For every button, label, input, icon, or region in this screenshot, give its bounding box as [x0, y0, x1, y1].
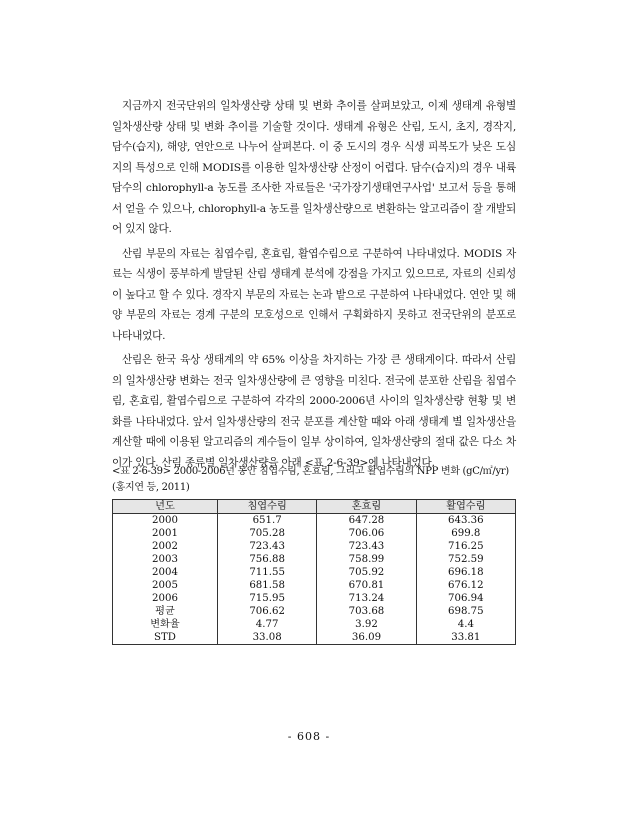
cell-coniferous: 4.77	[217, 618, 316, 631]
cell-year: 2003	[113, 553, 218, 566]
cell-deciduous: 716.25	[416, 540, 515, 553]
cell-coniferous: 756.88	[217, 553, 316, 566]
cell-deciduous: 696.18	[416, 566, 515, 579]
cell-deciduous: 752.59	[416, 553, 515, 566]
cell-year: 2005	[113, 579, 218, 592]
cell-deciduous: 33.81	[416, 631, 515, 645]
cell-coniferous: 706.62	[217, 605, 316, 618]
header-deciduous: 활엽수림	[416, 500, 515, 514]
cell-year: 2006	[113, 592, 218, 605]
cell-coniferous: 651.7	[217, 514, 316, 528]
cell-mixed: 713.24	[317, 592, 416, 605]
table-row	[113, 579, 516, 592]
cell-mixed: 647.28	[317, 514, 416, 528]
cell-year: 평균	[113, 605, 218, 618]
cell-deciduous: 4.4	[416, 618, 515, 631]
cell-mixed: 36.09	[317, 631, 416, 645]
cell-year: 2001	[113, 527, 218, 540]
cell-mixed: 703.68	[317, 605, 416, 618]
cell-year: 2004	[113, 566, 218, 579]
cell-mixed: 723.43	[317, 540, 416, 553]
table-row	[113, 514, 516, 528]
page-number: - 608 -	[287, 730, 331, 743]
table-row	[113, 631, 516, 645]
cell-mixed: 705.92	[317, 566, 416, 579]
cell-coniferous: 715.95	[217, 592, 316, 605]
body-text	[112, 96, 516, 477]
cell-coniferous: 723.43	[217, 540, 316, 553]
table-row	[113, 605, 516, 618]
cell-mixed: 3.92	[317, 618, 416, 631]
table-row	[113, 540, 516, 553]
table-row	[113, 527, 516, 540]
cell-mixed: 758.99	[317, 553, 416, 566]
cell-year: STD	[113, 631, 218, 645]
cell-deciduous: 676.12	[416, 579, 515, 592]
paragraph-ecosystem-types: 지금까지 전국단위의 일차생산량 상태 및 변화 추이를 살펴보았고, 이제 생태계 유형별 일차생산량 상태 및 변화 추이를 기술할 것이다. 생태계 유형은 산림, 도시, 초지, 경작지, 담수(습지), 해양, 연안으로 나누어 살펴본다. 이 중 도시의 경우 식생 피복도가 낮은 도심지의 특성으로 인해 MODIS를 이용한 일차생산량 산정이 어렵다. 담수(습지)의 경우 내륙 담수의 chlorophyll-a 농도를 조사한 자료들은 '국가장기생태연구사업' 보고서 등을 통해서 얻을 수 있으나, chlorophyll-a 농도를 일차생산량으로 변환하는 알고리즘이 잘 개발되어 있지 않다.	[112, 100, 516, 235]
header-mixed: 혼효림	[317, 500, 416, 514]
npp-table	[112, 499, 516, 645]
table-row	[113, 592, 516, 605]
header-year: 년도	[113, 500, 218, 514]
table-row	[113, 566, 516, 579]
header-coniferous: 침엽수림	[217, 500, 316, 514]
cell-coniferous: 705.28	[217, 527, 316, 540]
table-body	[113, 514, 516, 645]
paragraph-forest-data: 산림 부문의 자료는 침엽수림, 혼효림, 활엽수림으로 구분하여 나타내었다. MODIS 자료는 식생이 풍부하게 발달된 산림 생태계 분석에 강점을 가지고 있으므로, 자료의 신뢰성이 높다고 할 수 있다. 경작지 부문의 자료는 논과 밭으로 구분하여 나타내었다. 연안 및 해양 부문의 자료는 경계 구분의 모호성으로 인해서 구획화하지 못하고 전국단위의 분포로 나타내었다.	[112, 247, 516, 342]
paragraph-forest-npp: 산림은 한국 육상 생태계의 약 65% 이상을 차지하는 가장 큰 생태계이다. 따라서 산림의 일차생산량 변화는 전국 일차생산량에 큰 영향을 미친다. 전국에 분포한 산림을 침엽수림, 혼효림, 활엽수림으로 구분하여 각각의 2000-2006년 사이의 일차생산량 현황 및 변화를 나타내었다. 앞서 일차생산량의 전국 분포를 계산할 때와 아래 생태계 별 일차생산을 계산할 때에 이용된 알고리즘의 계수들이 일부 상이하여, 일차생산량의 절대 값은 다소 차이가 있다. 산림 종류별 일차생산량을 아래 <표 2-6-39>에 나타내었다.	[112, 354, 516, 469]
table-row	[113, 618, 516, 631]
cell-year: 2002	[113, 540, 218, 553]
cell-deciduous: 698.75	[416, 605, 515, 618]
table-row	[113, 553, 516, 566]
cell-deciduous: 706.94	[416, 592, 515, 605]
cell-coniferous: 711.55	[217, 566, 316, 579]
cell-year: 변화율	[113, 618, 218, 631]
table-header-row	[113, 500, 516, 514]
cell-year: 2000	[113, 514, 218, 528]
cell-mixed: 706.06	[317, 527, 416, 540]
cell-deciduous: 699.8	[416, 527, 515, 540]
cell-mixed: 670.81	[317, 579, 416, 592]
table-caption: <표 2-6-39> 2000-2006년 동안 침엽수림, 혼효림, 그리고 활엽수림의 NPP 변화 (gC/㎡/yr) (홍지연 등, 2011)	[112, 466, 509, 493]
cell-coniferous: 33.08	[217, 631, 316, 645]
cell-coniferous: 681.58	[217, 579, 316, 592]
cell-deciduous: 643.36	[416, 514, 515, 528]
